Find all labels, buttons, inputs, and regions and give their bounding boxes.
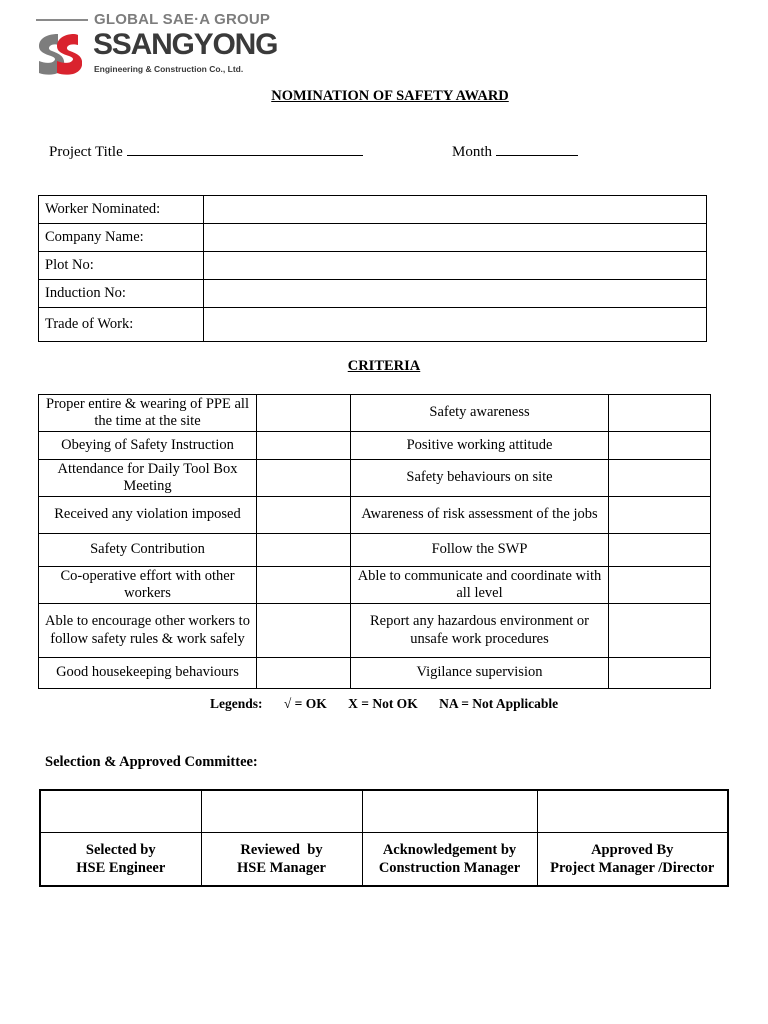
- criteria-item: Positive working attitude: [351, 432, 609, 460]
- worker-field-label: Induction No:: [39, 280, 204, 308]
- criteria-check-cell[interactable]: [609, 658, 711, 689]
- criteria-item: Obeying of Safety Instruction: [39, 432, 257, 460]
- criteria-check-cell[interactable]: [257, 567, 351, 604]
- worker-row: [39, 196, 707, 224]
- criteria-check-cell[interactable]: [257, 432, 351, 460]
- criteria-check-cell[interactable]: [257, 658, 351, 689]
- criteria-row: [39, 432, 711, 460]
- criteria-item: Follow the SWP: [351, 534, 609, 567]
- project-title-blank[interactable]: [127, 141, 363, 156]
- criteria-check-cell[interactable]: [609, 395, 711, 432]
- worker-field-label: Company Name:: [39, 224, 204, 252]
- criteria-table: [38, 394, 711, 689]
- signature-box[interactable]: [362, 790, 537, 832]
- criteria-row: [39, 604, 711, 658]
- signatory-title: HSE Manager: [236, 859, 326, 876]
- criteria-check-cell[interactable]: [257, 604, 351, 658]
- signatory-cell: [201, 832, 362, 886]
- criteria-item: Safety behaviours on site: [351, 460, 609, 497]
- signatory-title: Project Manager /Director: [550, 859, 715, 876]
- criteria-check-cell[interactable]: [257, 395, 351, 432]
- criteria-item: Received any violation imposed: [39, 497, 257, 534]
- signatory-cell: [362, 832, 537, 886]
- month-field[interactable]: [452, 141, 578, 161]
- brand-subtitle: Engineering & Construction Co., Ltd.: [94, 64, 244, 74]
- criteria-row: [39, 534, 711, 567]
- criteria-item: Co-operative effort with other workers: [39, 567, 257, 604]
- criteria-row: [39, 497, 711, 534]
- criteria-check-cell[interactable]: [609, 567, 711, 604]
- project-title-label: Project Title: [49, 144, 123, 160]
- signatory-role: Acknowledgement by: [382, 841, 517, 858]
- signature-table: [39, 789, 729, 887]
- criteria-check-cell[interactable]: [609, 432, 711, 460]
- worker-field-value[interactable]: [204, 308, 707, 342]
- criteria-row: [39, 395, 711, 432]
- legend-na: NA = Not Applicable: [439, 696, 559, 711]
- criteria-row: [39, 567, 711, 604]
- signature-box[interactable]: [40, 790, 201, 832]
- worker-field-value[interactable]: [204, 224, 707, 252]
- worker-field-label: Worker Nominated:: [39, 196, 204, 224]
- signature-box[interactable]: [201, 790, 362, 832]
- signatory-role: Approved By: [591, 841, 674, 858]
- criteria-item: Vigilance supervision: [351, 658, 609, 689]
- group-name: GLOBAL SAE·A GROUP: [94, 11, 271, 28]
- worker-row: [39, 308, 707, 342]
- worker-field-label: Plot No:: [39, 252, 204, 280]
- criteria-check-cell[interactable]: [609, 497, 711, 534]
- worker-row: [39, 252, 707, 280]
- criteria-item: Attendance for Daily Tool Box Meeting: [39, 460, 257, 497]
- criteria-item: Proper entire & wearing of PPE all the time at the site: [39, 395, 257, 432]
- criteria-item: Report any hazardous environment or unsafe work procedures: [351, 604, 609, 658]
- criteria-check-cell[interactable]: [609, 604, 711, 658]
- signatory-title: HSE Engineer: [76, 859, 166, 876]
- criteria-item: Safety awareness: [351, 395, 609, 432]
- criteria-check-cell[interactable]: [257, 497, 351, 534]
- worker-row: [39, 224, 707, 252]
- signature-box[interactable]: [537, 790, 728, 832]
- worker-details-table: [38, 195, 707, 342]
- criteria-item: Awareness of risk assessment of the jobs: [351, 497, 609, 534]
- worker-field-label: Trade of Work:: [39, 308, 204, 342]
- worker-field-value[interactable]: [204, 196, 707, 224]
- form-title: NOMINATION OF SAFETY AWARD: [271, 88, 509, 104]
- signatory-title: Construction Manager: [378, 859, 521, 876]
- legend-not-ok: X = Not OK: [348, 696, 418, 711]
- criteria-check-cell[interactable]: [609, 534, 711, 567]
- criteria-item: Good housekeeping behaviours: [39, 658, 257, 689]
- project-title-field[interactable]: [49, 141, 363, 161]
- criteria-check-cell[interactable]: [257, 460, 351, 497]
- signatory-role: Reviewed by: [240, 841, 323, 858]
- criteria-row: [39, 658, 711, 689]
- ssangyong-emblem-icon: [36, 32, 82, 76]
- legend-ok: √ = OK: [283, 696, 327, 711]
- worker-field-value[interactable]: [204, 252, 707, 280]
- company-logo: [36, 10, 276, 80]
- signatory-cell: [537, 832, 728, 886]
- signatory-row: [40, 832, 728, 886]
- criteria-item: Safety Contribution: [39, 534, 257, 567]
- criteria-row: [39, 460, 711, 497]
- month-blank[interactable]: [496, 141, 578, 156]
- worker-row: [39, 280, 707, 308]
- legend-label: Legends:: [210, 696, 263, 711]
- criteria-item: Able to encourage other workers to follow safety rules & work safely: [39, 604, 257, 658]
- signatory-cell: [40, 832, 201, 886]
- legend: [210, 696, 576, 712]
- month-label: Month: [452, 144, 493, 160]
- criteria-item: Able to communicate and coordinate with all level: [351, 567, 609, 604]
- brand-name: SSANGYONG: [93, 28, 278, 61]
- worker-field-value[interactable]: [204, 280, 707, 308]
- signatory-role: Selected by: [85, 841, 156, 858]
- logo-divider: [36, 19, 88, 21]
- signature-row: [40, 790, 728, 832]
- committee-heading: Selection & Approved Committee:: [45, 754, 258, 770]
- criteria-check-cell[interactable]: [257, 534, 351, 567]
- criteria-heading: CRITERIA: [347, 358, 421, 374]
- criteria-check-cell[interactable]: [609, 460, 711, 497]
